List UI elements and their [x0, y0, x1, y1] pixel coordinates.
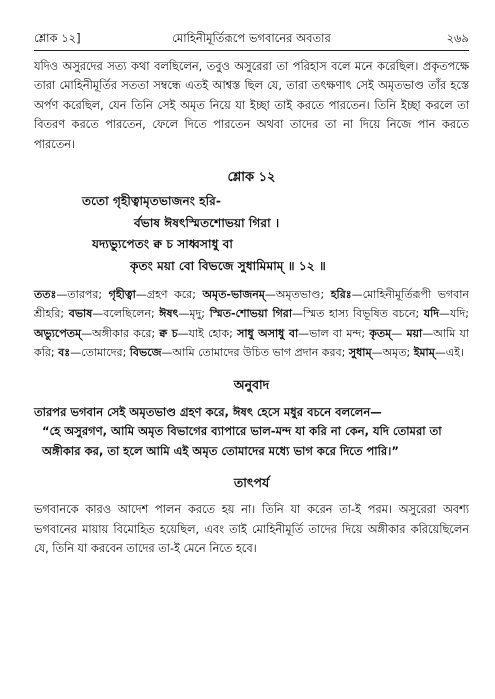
- verse-reference: শ্লোক ১২]: [34, 31, 81, 45]
- synonym-meaning: —যদি;: [439, 307, 470, 321]
- synonym-meaning: —: [391, 326, 407, 340]
- verse-line: যদ্যভ্যুপেতং ক্ব চ সাধ্বসাধু বা: [92, 237, 233, 252]
- synonym-term: ময়া: [406, 326, 423, 340]
- synonym-meaning: —আমি তোমাদের উচিত ভাগ প্রদান করব;: [161, 346, 349, 360]
- translation-quote: “হে অসুরগণ, আমি অমৃত বিভাগের ব্যাপারে ভাল-মন্দ যা করি না কেন, যদি তোমরা তা অঙ্গীকার কর, তা হলে আমি এই অমৃত তোমাদের মধ্যে ভাগ করে দিতে পারি।”: [42, 424, 442, 458]
- verse-line: কৃতং ময়া বো বিভজে সুধামিমাম্ ॥ ১২ ॥: [130, 258, 326, 273]
- synonym-term: বিভজে: [129, 346, 162, 360]
- synonym-meaning: —মৃদু;: [178, 307, 210, 321]
- purport-title: তাৎপর্য: [233, 475, 270, 491]
- translation-title: অনুবাদ: [233, 376, 270, 392]
- synonym-meaning: —তারপর;: [56, 288, 109, 302]
- synonym-term: বভাষ: [68, 307, 93, 321]
- synonym-term: ঈষৎ: [159, 307, 179, 321]
- synonym-term: অভ্যুপেতম্: [34, 326, 82, 340]
- synonym-meaning: —গ্রহণ করে;: [135, 288, 203, 302]
- synonym-term: ইমাম্: [413, 346, 435, 360]
- verse-title: শ্লোক ১২: [227, 170, 276, 186]
- synonym-term: গৃহীত্বা: [108, 288, 136, 302]
- synonym-meaning: —মোহিনীমূর্তিরূপী ভগবান শ্রীহরি;: [34, 288, 469, 321]
- translation-text: [34, 403, 469, 462]
- synonym-term: সাধু অসাধু বা: [237, 326, 299, 340]
- word-for-word-synonyms: [34, 285, 469, 363]
- synonym-meaning: —স্মিত হাস্য বিভূষিত বচনে;: [292, 307, 424, 321]
- synonym-meaning: —বলেছিলেন;: [92, 307, 160, 321]
- synonym-meaning: —অমৃত;: [371, 346, 414, 360]
- synonym-term: কৃতম্: [369, 326, 392, 340]
- synonym-meaning: —এই।: [434, 346, 464, 360]
- verse-line: ততো গৃহীত্বামৃতভাজনং হরি-: [82, 194, 221, 209]
- synonym-meaning: —অমৃতভাণ্ড;: [264, 288, 331, 302]
- purport-paragraph: ভগবানকে কারও আদেশ পালন করতে হয় না। তিনি যা করেন তা-ই পরম। অসুরেরা অবশ্য ভগবানের মায়ায় বিমোহিত হয়েছিল, এবং তাই মোহিনীমূর্তি তাদের দিয়ে অঙ্গীকার করিয়েছিলেন যে, তিনি যা করবেন তাদের তা-ই মেনে নিতে হবে।: [34, 503, 469, 556]
- verse-line: র্বভাষ ঈষৎস্মিতশোভয়া গিরা ।: [134, 215, 280, 230]
- synonym-meaning: —অঙ্গীকার করে;: [81, 326, 160, 340]
- synonym-term: অমৃত-ভাজনম্: [202, 288, 265, 302]
- running-header: [34, 28, 469, 51]
- synonym-meaning: —যাই হোক;: [177, 326, 238, 340]
- book-page: [34, 28, 469, 559]
- synonym-meaning: —ভাল বা মন্দ;: [298, 326, 370, 340]
- synonym-term: হরিঃ: [330, 288, 352, 302]
- sanskrit-verse: [34, 191, 469, 277]
- synonym-term: ক্ব চ: [159, 326, 178, 340]
- chapter-title: মোহিনীমূর্তিরূপে ভগবানের অবতার: [172, 31, 331, 45]
- synonym-meaning: —আমি যা করি;: [34, 326, 469, 360]
- synonym-term: ততঃ: [34, 288, 57, 302]
- page-number: ২৬৯: [446, 31, 469, 45]
- intro-paragraph: যদিও অসুরদের সত্য কথা বলছিলেন, তবুও অসুরেরা তা পরিহাস বলে মনে করেছিল। প্রকৃতপক্ষে তারা মোহিনীমূর্তির সততা সম্বন্ধে এতই আশ্বস্ত ছিল যে, তারা তৎক্ষণাৎ সেই অমৃতভাণ্ড তাঁর হস্তে অর্পণ করেছিল, যেন তিনি সেই অমৃত নিয়ে যা ইচ্ছা তাই করতে পারতেন। তিনি ইচ্ছা করলে তা বিতরণ করতে পারতেন, ফেলে দিতে পারতেন অথবা তাদের তা না দিয়ে নিজে পান করতে পারতেন।: [34, 60, 469, 151]
- synonym-meaning: —তোমাদের;: [70, 346, 130, 360]
- synonym-term: যদি: [423, 307, 440, 321]
- translation-line: তারপর ভগবান সেই অমৃতভাণ্ড গ্রহণ করে, ঈষৎ হেসে মধুর বচনে বললেন—: [34, 404, 382, 419]
- synonym-term: সুধাম্: [348, 346, 372, 360]
- synonym-term: স্মিত-শোভয়া গিরা: [209, 307, 293, 321]
- synonym-term: বঃ: [58, 346, 71, 360]
